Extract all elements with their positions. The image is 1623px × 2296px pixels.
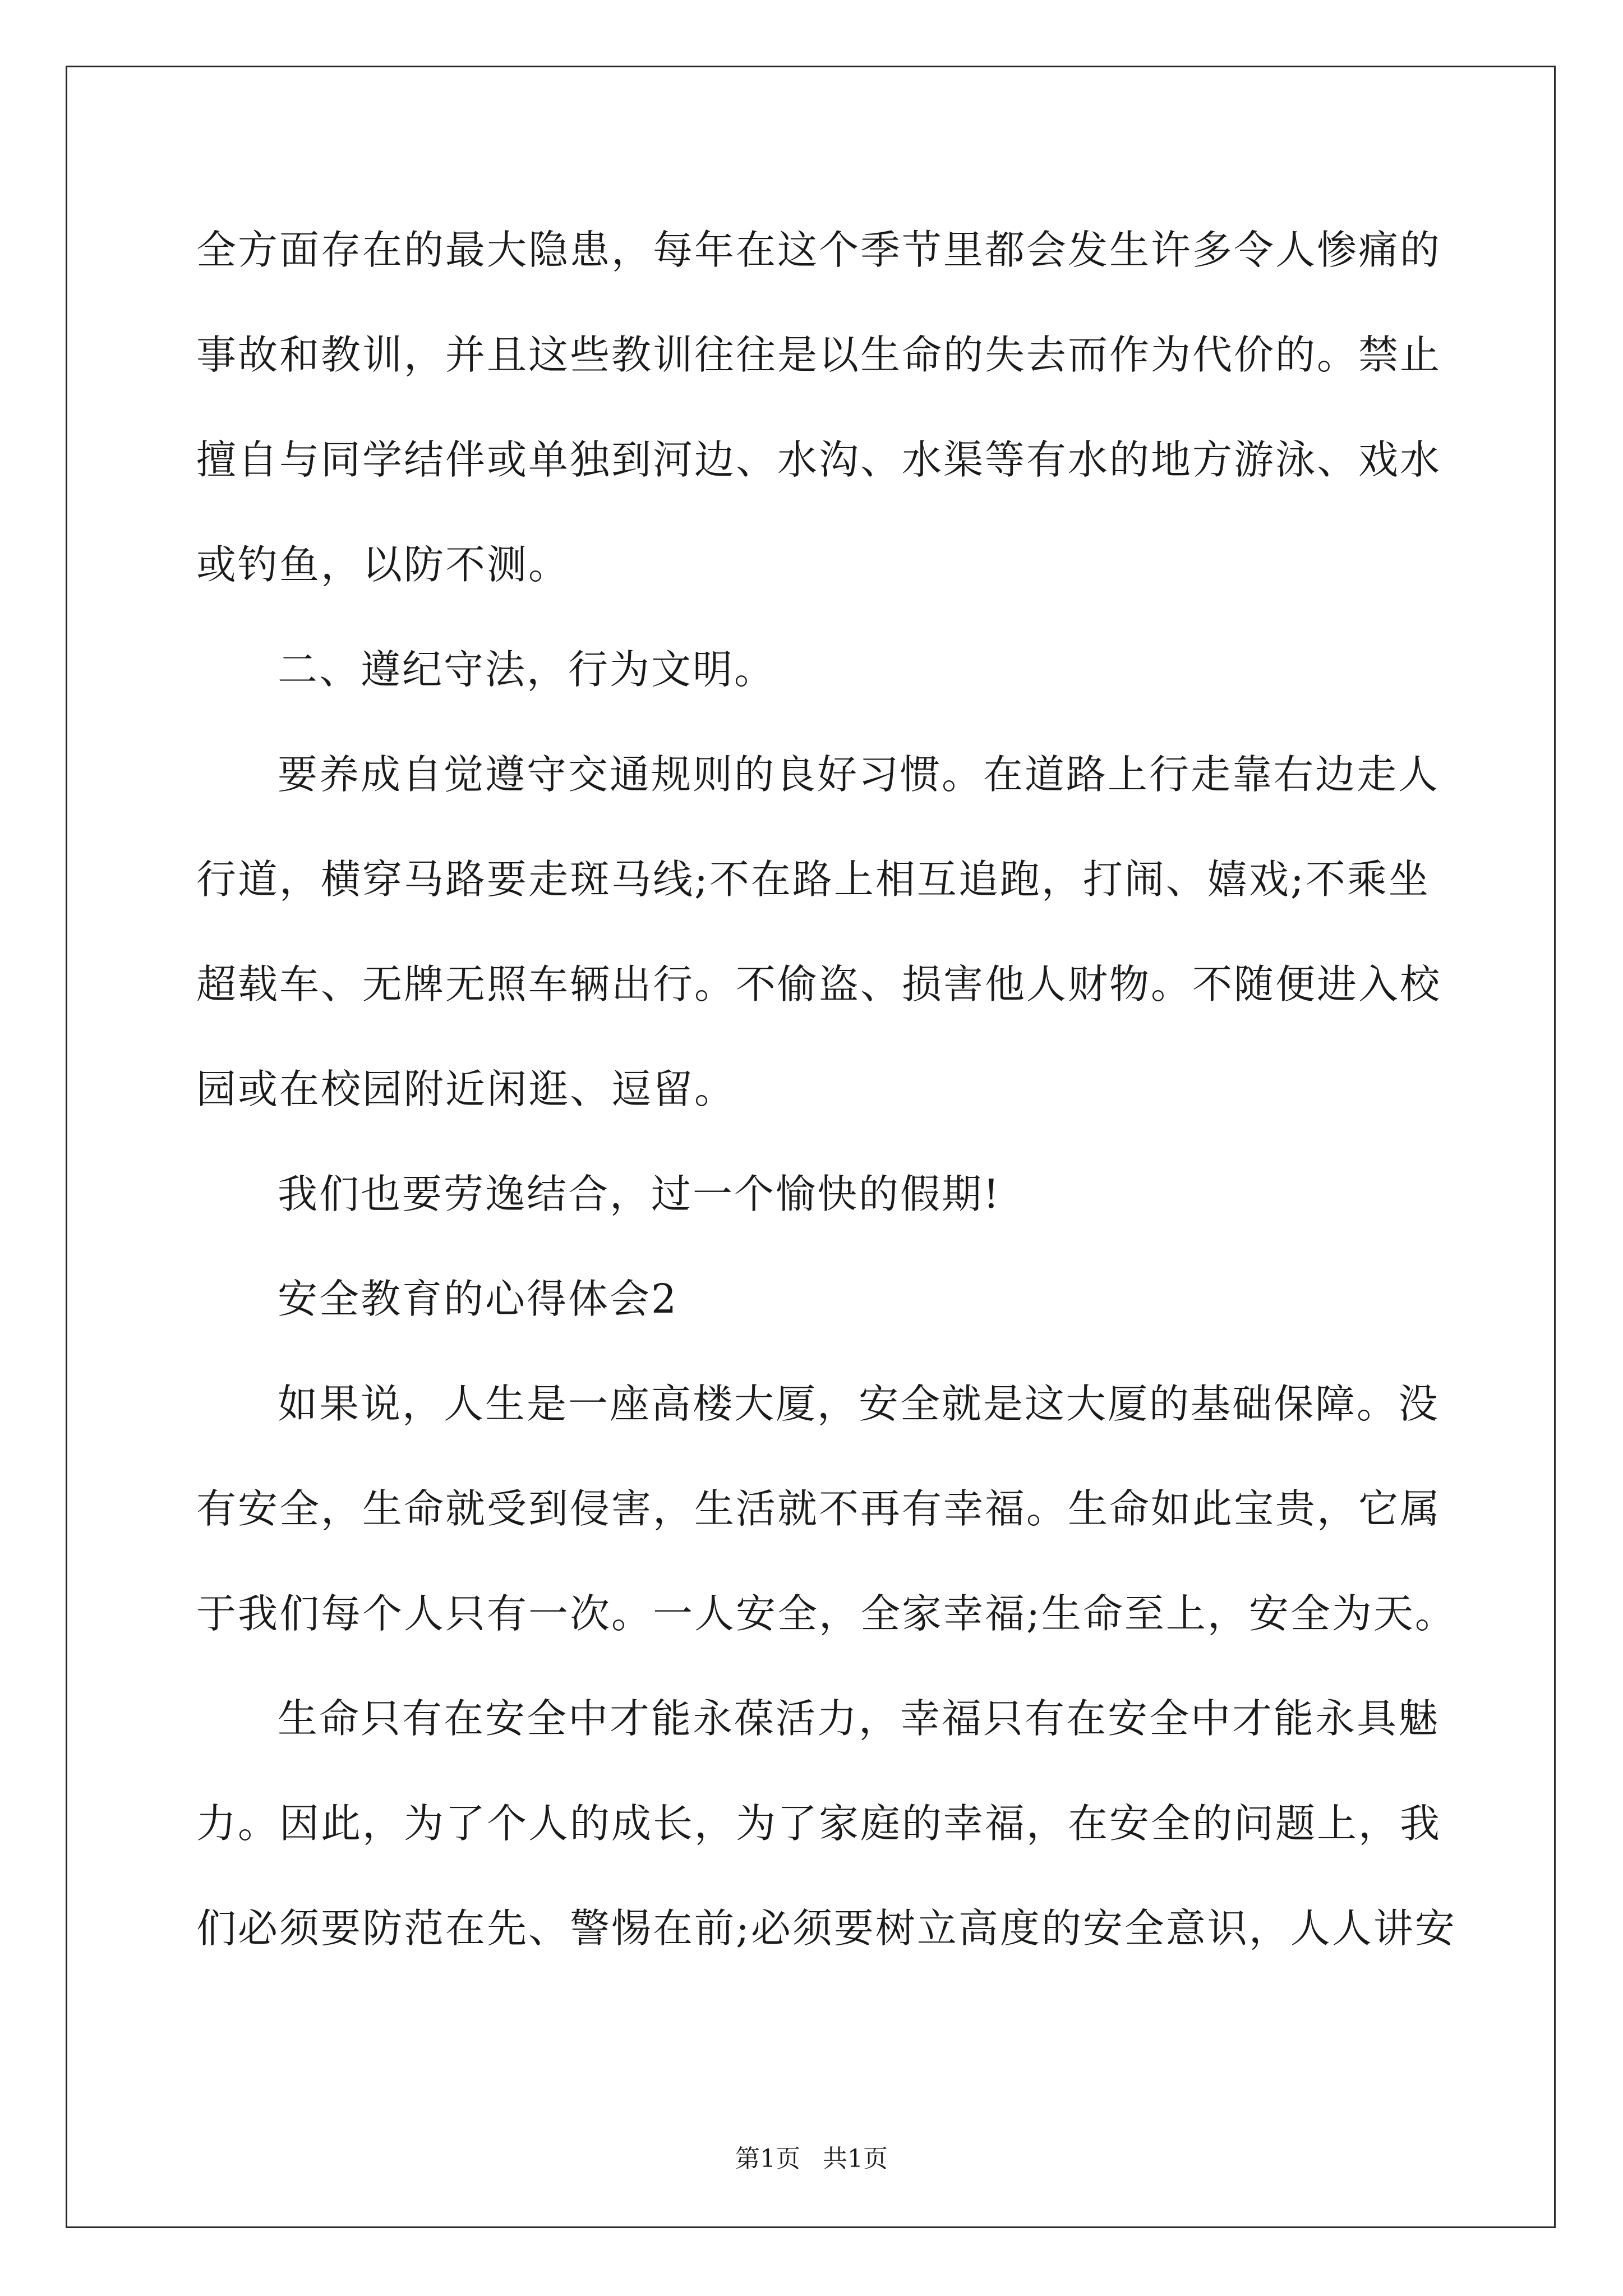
text-line: 事故和教训，并且这些教训往往是以生命的失去而作为代价的。禁止 [196, 332, 1442, 378]
section-heading: 二、遵纪守法，行为文明。 [278, 646, 776, 693]
text-line: 我们也要劳逸结合，过一个愉快的假期! [278, 1171, 1001, 1217]
text-line: 行道，横穿马路要走斑马线;不在路上相互追跑，打闹、嬉戏;不乘坐 [196, 856, 1430, 903]
document-body [196, 197, 1456, 1981]
page-number-current: 第1页 [735, 2145, 800, 2173]
text-line: 于我们每个人只有一次。一人安全，全家幸福;生命至上，安全为天。 [196, 1590, 1456, 1637]
text-line: 力。因此，为了个人的成长，为了家庭的幸福，在安全的问题上，我 [196, 1800, 1442, 1847]
page-footer [0, 2142, 1623, 2176]
text-line: 生命只有在安全中才能永葆活力，幸福只有在安全中才能永具魅 [278, 1695, 1440, 1742]
article-title: 安全教育的心得体会2 [278, 1276, 679, 1322]
text-line: 全方面存在的最大隐患，每年在这个季节里都会发生许多令人惨痛的 [196, 227, 1442, 273]
text-line: 超载车、无牌无照车辆出行。不偷盗、损害他人财物。不随便进入校 [196, 961, 1442, 1007]
page-number-total: 共1页 [823, 2145, 888, 2173]
text-line: 如果说，人生是一座高楼大厦，安全就是这大厦的基础保障。没 [278, 1381, 1440, 1427]
text-line: 园或在校园附近闲逛、逗留。 [196, 1066, 736, 1112]
text-line: 擅自与同学结伴或单独到河边、水沟、水渠等有水的地方游泳、戏水 [196, 436, 1442, 483]
text-line: 们必须要防范在先、警惕在前;必须要树立高度的安全意识，人人讲安 [196, 1905, 1456, 1952]
text-line: 要养成自觉遵守交通规则的良好习惯。在道路上行走靠右边走人 [278, 751, 1440, 798]
text-line: 有安全，生命就受到侵害，生活就不再有幸福。生命如此宝贵，它属 [196, 1485, 1442, 1532]
text-line: 或钓鱼，以防不测。 [196, 541, 570, 588]
